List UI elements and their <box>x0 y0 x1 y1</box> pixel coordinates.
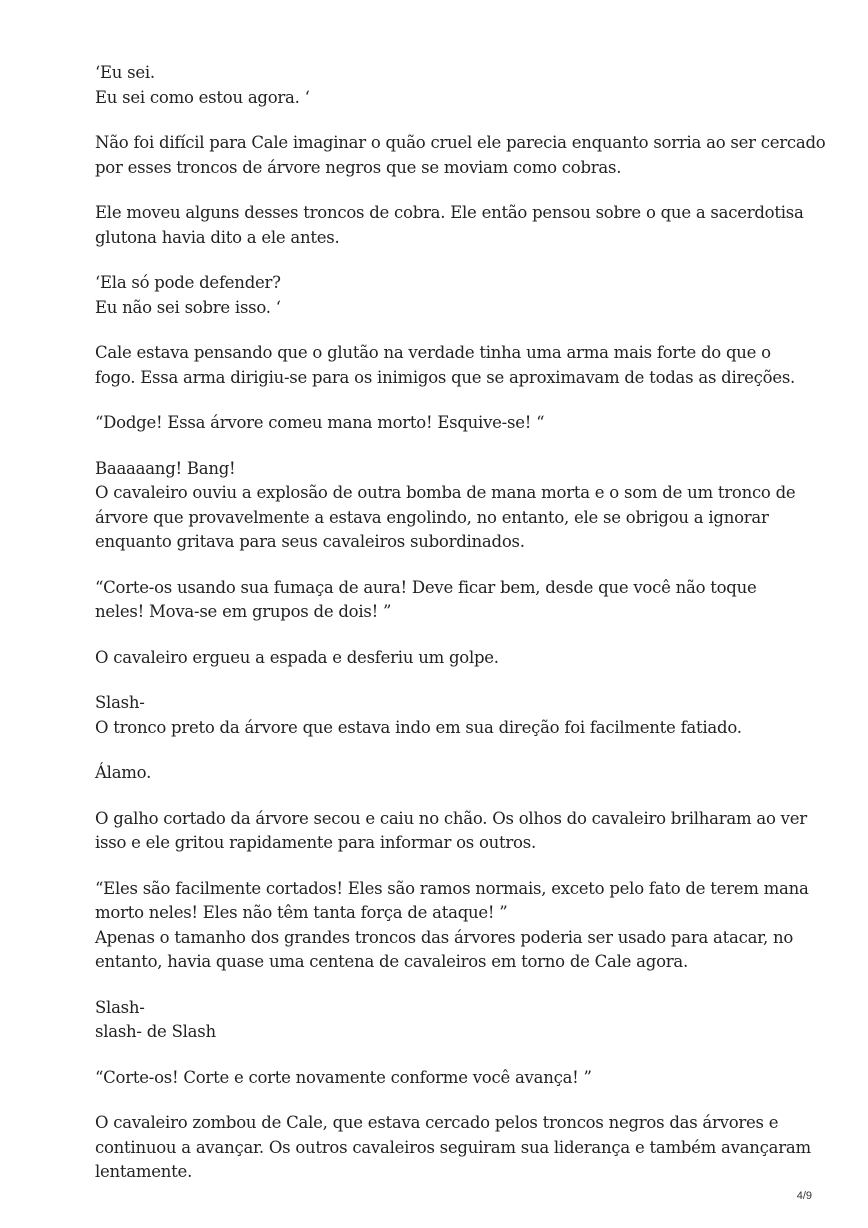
text-line: glutona havia dito a ele antes. <box>95 227 340 247</box>
text-line: “Eles são facilmente cortados! Eles são ramos normais, exceto pelo fato de terem mana <box>95 878 809 898</box>
paragraph <box>95 576 795 625</box>
text-line: Eu sei como estou agora. ‘ <box>95 87 310 107</box>
text-line: “Corte-os usando sua fumaça de aura! Deve ficar bem, desde que você não toque <box>95 577 757 597</box>
text-line: continuou a avançar. Os outros cavaleiros seguiram sua liderança e também avançaram <box>95 1137 811 1157</box>
paragraph <box>95 341 795 390</box>
paragraph <box>95 646 795 671</box>
paragraph <box>95 457 795 555</box>
text-line: Não foi difícil para Cale imaginar o quão cruel ele parecia enquanto sorria ao ser cercado <box>95 133 826 152</box>
text-line: slash- de Slash <box>95 1022 216 1041</box>
text-line: O tronco preto da árvore que estava indo em sua direção foi facilmente fatiado. <box>95 717 742 737</box>
paragraph <box>95 61 795 110</box>
text-line: enquanto gritava para seus cavaleiros subordinados. <box>95 532 525 551</box>
paragraph <box>95 201 804 250</box>
text-line: Cale estava pensando que o glutão na verdade tinha uma arma mais forte do que o <box>95 343 771 362</box>
text-line: árvore que provavelmente a estava engolindo, no entanto, ele se obrigou a ignorar <box>95 507 769 527</box>
paragraph <box>95 1066 795 1091</box>
text-line: ‘Ela só pode defender? <box>95 273 281 292</box>
text-line: ‘Eu sei. <box>95 63 155 82</box>
paragraph <box>95 1111 811 1185</box>
text-line: O cavaleiro ouviu a explosão de outra bomba de mana morta e o som de um tronco de <box>95 483 796 502</box>
text-line: por esses troncos de árvore negros que se moviam como cobras. <box>95 157 622 177</box>
paragraph <box>95 131 826 180</box>
text-line: “Corte-os! Corte e corte novamente conforme você avança! ” <box>95 1067 592 1087</box>
page-number: 4/9 <box>796 1190 812 1202</box>
text-line: neles! Mova-se em grupos de dois! ” <box>95 602 392 621</box>
paragraph <box>95 761 795 786</box>
text-line: O galho cortado da árvore secou e caiu no chão. Os olhos do cavaleiro brilharam ao ver <box>95 808 807 828</box>
text-line: isso e ele gritou rapidamente para informar os outros. <box>95 833 536 852</box>
text-line: fogo. Essa arma dirigiu-se para os inimigos que se aproximavam de todas as direções. <box>95 367 796 387</box>
text-line: O cavaleiro ergueu a espada e desferiu um golpe. <box>95 647 499 667</box>
text-line: Baaaaang! Bang! <box>95 458 236 478</box>
text-line: Slash- <box>95 693 145 712</box>
text-line: Eu não sei sobre isso. ‘ <box>95 297 281 317</box>
paragraph <box>95 271 795 320</box>
paragraph <box>95 877 809 975</box>
text-line: morto neles! Eles não têm tanta força de ataque! ” <box>95 903 508 922</box>
text-line: lentamente. <box>95 1162 193 1181</box>
text-line: Ele moveu alguns desses troncos de cobra. Ele então pensou sobre o que a sacerdotisa <box>95 203 804 222</box>
paragraph <box>95 691 795 740</box>
text-line: Álamo. <box>95 763 152 782</box>
text-line: “Dodge! Essa árvore comeu mana morto! Esquive-se! “ <box>95 413 545 432</box>
paragraph <box>95 996 795 1045</box>
text-line: Slash- <box>95 997 145 1017</box>
text-line: O cavaleiro zombou de Cale, que estava cercado pelos troncos negros das árvores e <box>95 1113 779 1132</box>
text-line: entanto, havia quase uma centena de cavaleiros em torno de Cale agora. <box>95 952 688 971</box>
paragraph <box>95 807 807 856</box>
text-line: Apenas o tamanho dos grandes troncos das árvores poderia ser usado para atacar, no <box>95 927 794 947</box>
paragraph <box>95 411 795 436</box>
